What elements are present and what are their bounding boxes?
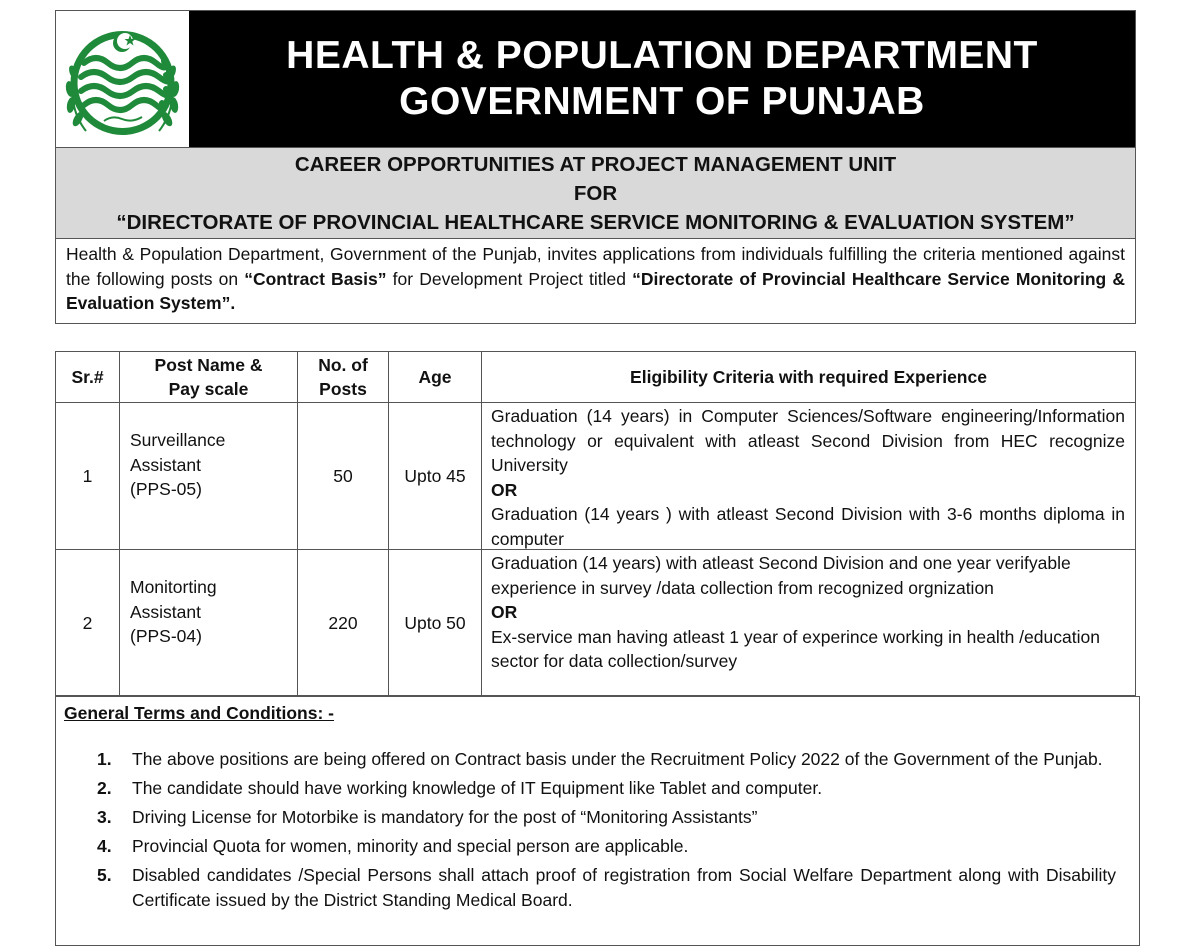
header-sr: Sr.#	[71, 367, 104, 387]
header-post: Post Name & Pay scale	[154, 355, 263, 399]
term-number: 4.	[97, 836, 112, 856]
row1-post-line: (PPS-05)	[130, 479, 202, 499]
intro-bold-1: “Contract Basis”	[244, 268, 387, 289]
header-age: Age	[418, 367, 452, 387]
row1-post-line: Surveillance	[130, 430, 226, 450]
row2-or: OR	[491, 602, 518, 622]
title-line-2: GOVERNMENT OF PUNJAB	[399, 80, 925, 123]
row2-age: Upto 50	[404, 612, 466, 633]
term-number: 3.	[97, 807, 112, 827]
row2-criteria	[491, 551, 1125, 674]
list-item	[56, 776, 1116, 801]
row1-criteria-b: Graduation (14 years ) with atleast Second Division with 3-6 months diploma in computer	[491, 504, 1125, 549]
punjab-government-emblem-icon	[56, 11, 189, 147]
posts-table	[55, 351, 1136, 696]
terms-list	[56, 747, 1116, 917]
career-line-1: CAREER OPPORTUNITIES AT PROJECT MANAGEMENT UNIT	[294, 153, 897, 176]
row1-criteria	[491, 404, 1125, 551]
term-text: Driving License for Motorbike is mandatory for the post of “Monitoring Assistants”	[132, 807, 758, 827]
document-header	[55, 10, 1136, 148]
term-number: 5.	[97, 865, 112, 885]
row1-or: OR	[491, 479, 518, 500]
table-divider	[56, 402, 1135, 403]
term-text: Disabled candidates /Special Persons shall attach proof of registration from Social Welfare Department along with Disability Certificate issued by the District Standing Medical Board.	[132, 865, 1116, 910]
row1-criteria-a: Graduation (14 years) in Computer Sciences/Software engineering/Information technology or equivalent with atleast Second Division from HEC recognize University	[491, 406, 1125, 475]
career-band	[55, 148, 1136, 239]
logo-container	[56, 11, 189, 147]
row2-post-line: (PPS-04)	[130, 626, 202, 646]
department-title	[189, 11, 1135, 147]
row1-count: 50	[333, 465, 353, 486]
intro-text-2: for Development Project titled	[386, 268, 633, 289]
row1-age: Upto 45	[404, 465, 466, 486]
career-line-3: “DIRECTORATE OF PROVINCIAL HEALTHCARE SERVICE MONITORING & EVALUATION SYSTEM”	[116, 211, 1075, 234]
career-line-2: FOR	[573, 182, 618, 205]
header-count: No. of Posts	[318, 355, 368, 399]
term-text: Provincial Quota for women, minority and special person are applicable.	[132, 836, 689, 856]
intro-bold-2: “Directorate of Provincial Healthcare Service Monitoring & Evaluation System”.	[66, 268, 1125, 313]
row2-post-line: Assistant	[130, 601, 201, 622]
table-divider	[119, 352, 120, 695]
row2-post	[130, 575, 290, 649]
list-item	[56, 747, 1116, 772]
header-criteria: Eligibility Criteria with required Experience	[630, 367, 987, 387]
intro-text-1: Health & Population Department, Government of the Punjab, invites applications from individuals fulfilling the criteria mentioned against the following posts on	[66, 244, 1125, 289]
row2-sr: 2	[82, 612, 93, 633]
row1-post	[130, 428, 290, 502]
row2-criteria-b: Ex-service man having atleast 1 year of experince working in health /education sector for data collection/survey	[491, 626, 1100, 671]
term-number: 1.	[97, 749, 112, 769]
table-divider	[481, 352, 482, 695]
list-item	[56, 805, 1116, 830]
term-text: The above positions are being offered on Contract basis under the Recruitment Policy 2022 of the Government of the Punjab.	[132, 749, 1103, 769]
terms-heading: General Terms and Conditions: -	[64, 703, 334, 723]
term-number: 2.	[97, 778, 112, 798]
intro-paragraph	[55, 239, 1136, 324]
row2-post-line: Monitorting	[130, 577, 217, 597]
terms-section	[55, 696, 1140, 946]
row2-criteria-a: Graduation (14 years) with atleast Second Division and one year verifyable experience in survey /data collection from recognized orgnization	[491, 553, 1071, 598]
list-item	[56, 863, 1116, 912]
row2-count: 220	[328, 612, 358, 633]
row1-sr: 1	[82, 465, 93, 486]
row1-post-line: Assistant	[130, 454, 201, 475]
list-item	[56, 834, 1116, 859]
title-line-1: HEALTH & POPULATION DEPARTMENT	[286, 34, 1038, 77]
term-text: The candidate should have working knowledge of IT Equipment like Tablet and computer.	[132, 778, 823, 798]
